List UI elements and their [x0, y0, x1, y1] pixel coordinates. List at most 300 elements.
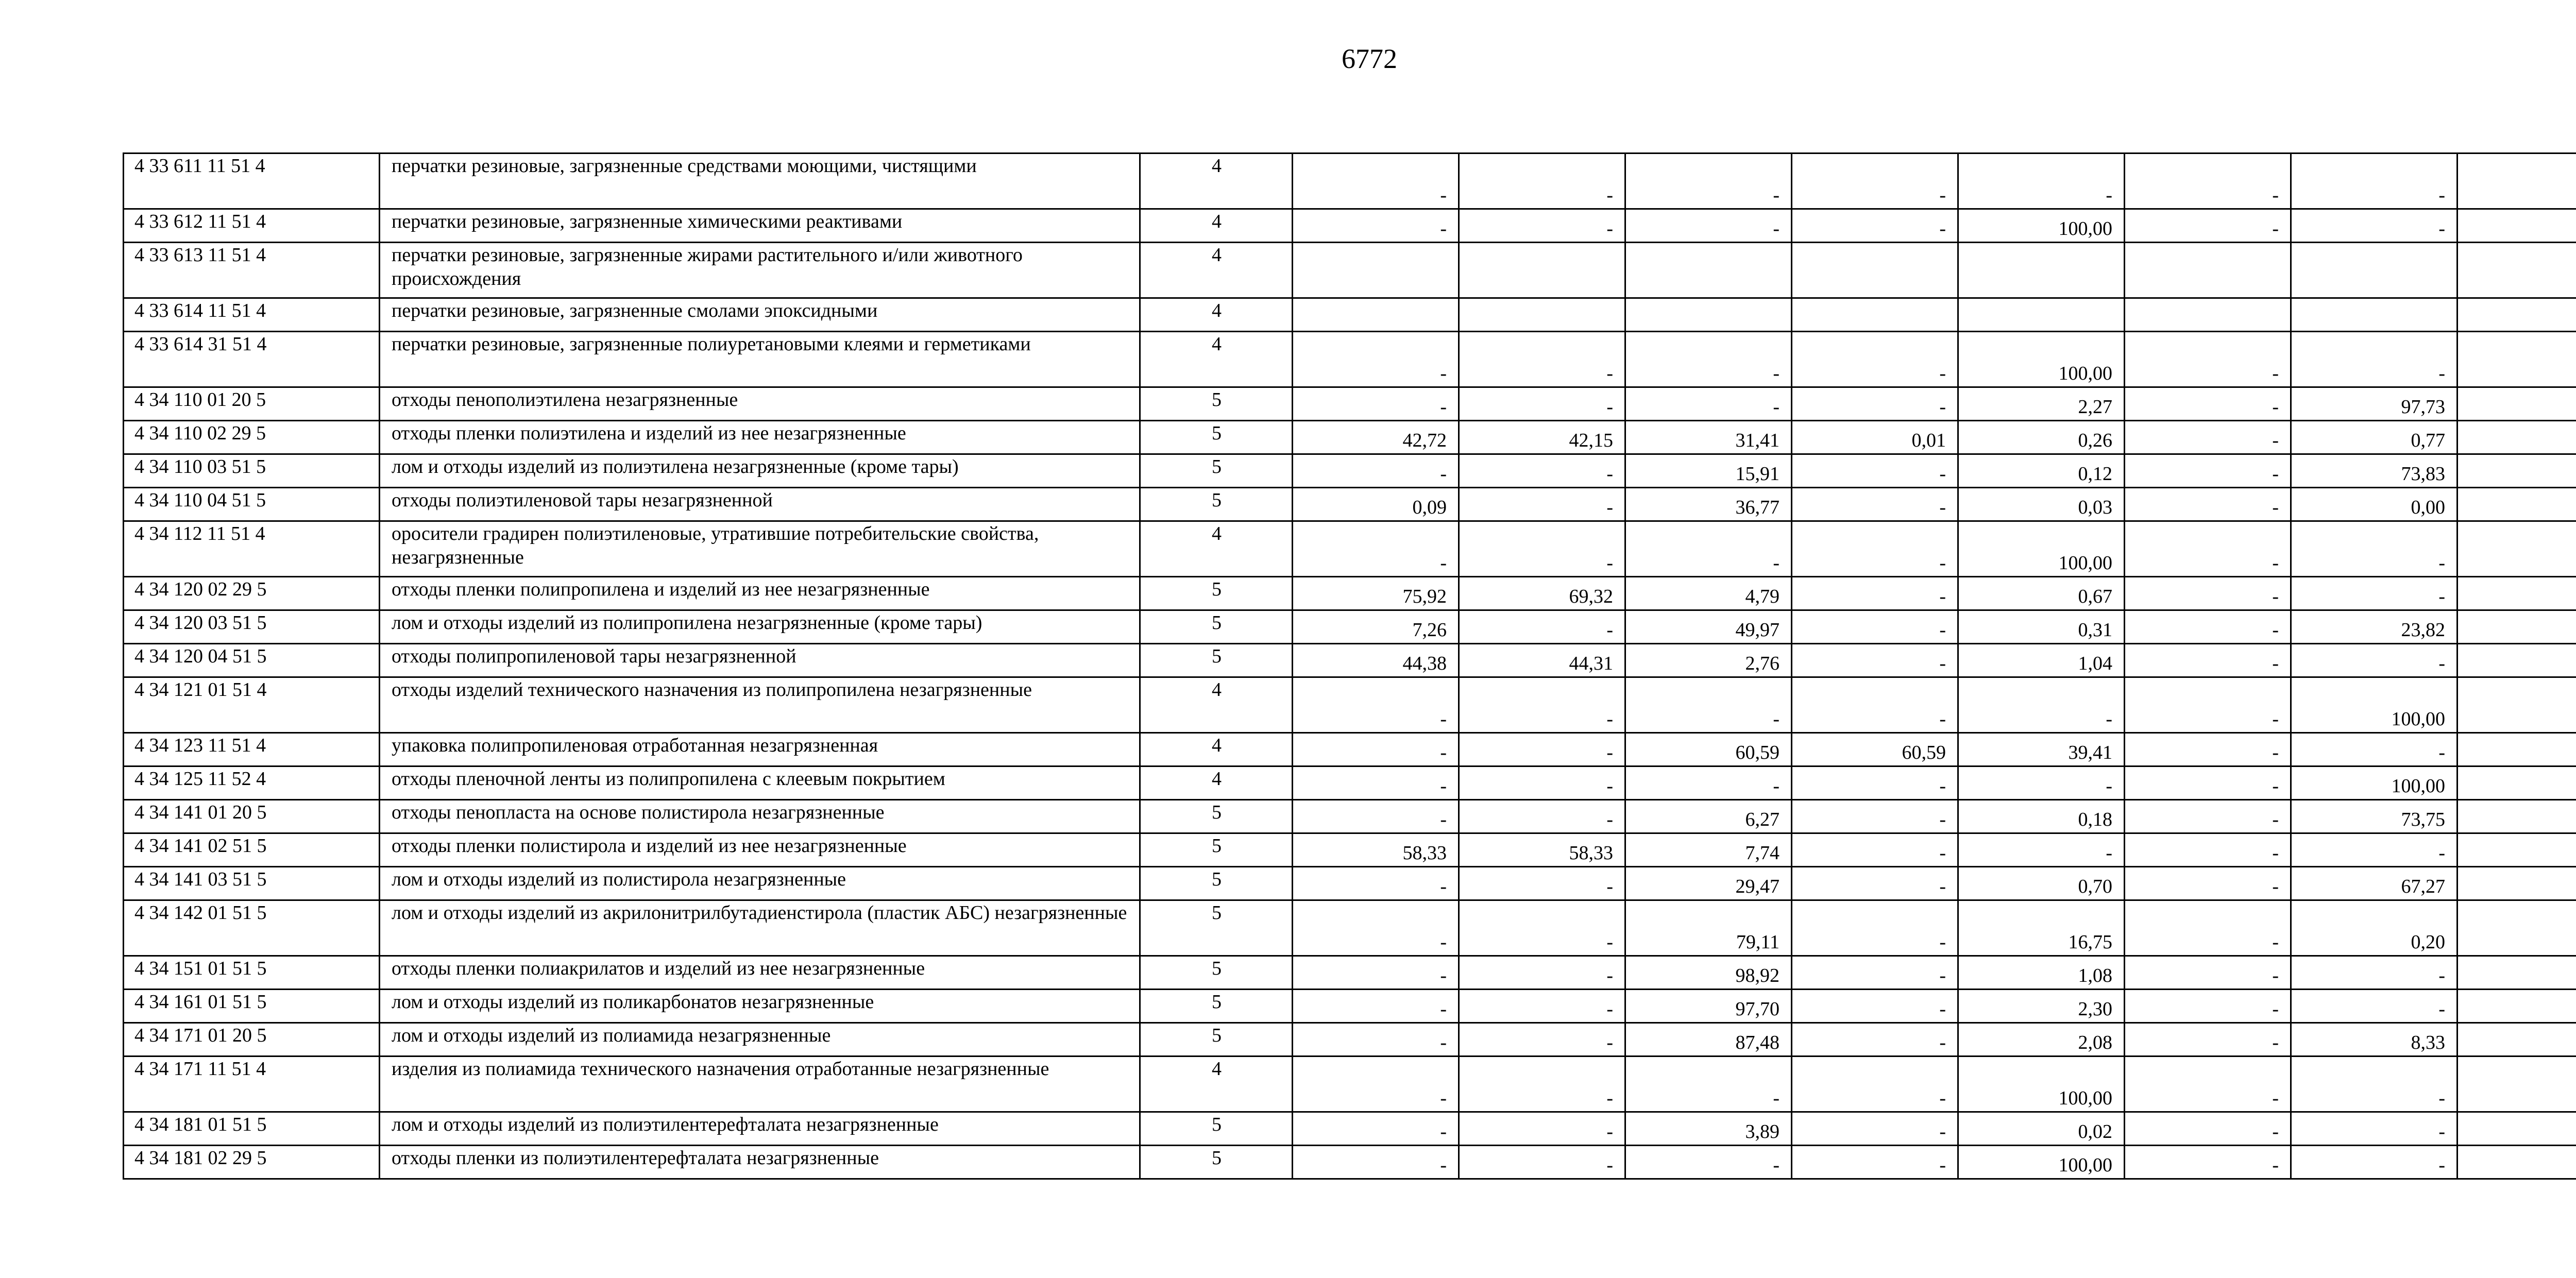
value-cell: 2,27 [1958, 387, 2125, 421]
value-cell: - [2125, 1112, 2291, 1146]
waste-code-cell: 4 34 181 01 51 5 [124, 1112, 380, 1146]
value-cell: - [1293, 867, 1459, 900]
value-cell: - [1293, 900, 1459, 956]
waste-name-cell: перчатки резиновые, загрязненные химическими реактивами [380, 209, 1140, 243]
value-cell: - [2291, 1112, 2458, 1146]
value-cell: - [1792, 1146, 1958, 1179]
value-cell: - [1958, 833, 2125, 867]
value-cell: 58,33 [1459, 833, 1625, 867]
value-cell [2458, 488, 2576, 521]
table-row [124, 1146, 2576, 1179]
value-cell [2458, 387, 2576, 421]
value-cell: 44,31 [1459, 644, 1625, 677]
waste-code-cell: 4 34 120 04 51 5 [124, 644, 380, 677]
value-cell: - [1459, 766, 1625, 800]
waste-name-cell: отходы пленки полиакрилатов и изделий из нее незагрязненные [380, 956, 1140, 990]
value-cell: - [2125, 867, 2291, 900]
value-cell: 0,31 [1958, 610, 2125, 644]
value-cell: - [1792, 833, 1958, 867]
value-cell: - [1459, 488, 1625, 521]
table-row [124, 209, 2576, 243]
waste-code-cell: 4 34 141 01 20 5 [124, 800, 380, 833]
waste-code-cell: 4 34 121 01 51 4 [124, 677, 380, 733]
table-row [124, 298, 2576, 332]
waste-code-cell: 4 34 110 01 20 5 [124, 387, 380, 421]
waste-name-cell: оросители градирен полиэтиленовые, утратившие потребительские свойства, незагрязненные [380, 521, 1140, 577]
hazard-class-cell: 5 [1140, 833, 1293, 867]
waste-code-cell: 4 34 123 11 51 4 [124, 733, 380, 766]
value-cell: 0,26 [1958, 421, 2125, 454]
waste-code-cell: 4 34 171 01 20 5 [124, 1023, 380, 1057]
value-cell: - [2125, 154, 2291, 209]
value-cell: - [1293, 1146, 1459, 1179]
value-cell [2458, 243, 2576, 298]
value-cell: - [1958, 154, 2125, 209]
value-cell: 0,20 [2291, 900, 2458, 956]
waste-name-cell: лом и отходы изделий из акрилонитрилбутадиенстирола (пластик АБС) незагрязненные [380, 900, 1140, 956]
value-cell: 60,59 [1625, 733, 1792, 766]
value-cell [1625, 298, 1792, 332]
table-row [124, 243, 2576, 298]
hazard-class-cell: 4 [1140, 766, 1293, 800]
value-cell: - [1459, 332, 1625, 387]
value-cell: - [1792, 766, 1958, 800]
value-cell: - [1625, 154, 1792, 209]
value-cell: 2,76 [1625, 644, 1792, 677]
value-cell: - [1459, 867, 1625, 900]
value-cell [2458, 154, 2576, 209]
value-cell: 79,11 [1625, 900, 1792, 956]
value-cell [1792, 298, 1958, 332]
value-cell: - [1293, 733, 1459, 766]
waste-name-cell: изделия из полиамида технического назначения отработанные незагрязненные [380, 1057, 1140, 1112]
waste-code-cell: 4 34 161 01 51 5 [124, 990, 380, 1023]
value-cell: - [1625, 521, 1792, 577]
value-cell: - [1625, 677, 1792, 733]
value-cell [2458, 610, 2576, 644]
value-cell: 0,02 [1958, 1112, 2125, 1146]
value-cell: - [1958, 677, 2125, 733]
table-row [124, 833, 2576, 867]
value-cell: - [1625, 332, 1792, 387]
value-cell: 31,41 [1625, 421, 1792, 454]
value-cell: - [1625, 1057, 1792, 1112]
value-cell [2458, 733, 2576, 766]
waste-code-cell: 4 34 120 02 29 5 [124, 577, 380, 610]
table-row [124, 990, 2576, 1023]
value-cell [2458, 766, 2576, 800]
value-cell: 97,70 [1625, 990, 1792, 1023]
waste-code-cell: 4 34 171 11 51 4 [124, 1057, 380, 1112]
value-cell: - [1958, 766, 2125, 800]
hazard-class-cell: 5 [1140, 867, 1293, 900]
value-cell [2458, 800, 2576, 833]
waste-code-cell: 4 34 142 01 51 5 [124, 900, 380, 956]
value-cell: - [2125, 800, 2291, 833]
value-cell: - [1459, 990, 1625, 1023]
value-cell [2458, 833, 2576, 867]
value-cell: - [1792, 209, 1958, 243]
value-cell: 0,67 [1958, 577, 2125, 610]
value-cell: - [1792, 387, 1958, 421]
value-cell: - [1293, 800, 1459, 833]
value-cell: - [2125, 1146, 2291, 1179]
value-cell: - [2291, 521, 2458, 577]
table-row [124, 800, 2576, 833]
value-cell: - [1792, 1057, 1958, 1112]
value-cell: - [1293, 990, 1459, 1023]
value-cell: - [1293, 1112, 1459, 1146]
value-cell: - [1459, 209, 1625, 243]
value-cell: 0,77 [2291, 421, 2458, 454]
value-cell [2458, 677, 2576, 733]
value-cell: 0,09 [1293, 488, 1459, 521]
waste-code-cell: 4 34 151 01 51 5 [124, 956, 380, 990]
hazard-class-cell: 5 [1140, 1023, 1293, 1057]
waste-code-cell: 4 33 614 11 51 4 [124, 298, 380, 332]
value-cell: - [1792, 644, 1958, 677]
waste-code-cell: 4 34 181 02 29 5 [124, 1146, 380, 1179]
value-cell [2458, 644, 2576, 677]
value-cell [2458, 1023, 2576, 1057]
hazard-class-cell: 4 [1140, 298, 1293, 332]
hazard-class-cell: 5 [1140, 956, 1293, 990]
value-cell: - [2125, 1057, 2291, 1112]
value-cell [2458, 521, 2576, 577]
waste-name-cell: лом и отходы изделий из полистирола незагрязненные [380, 867, 1140, 900]
value-cell: - [1459, 1112, 1625, 1146]
value-cell: - [1459, 900, 1625, 956]
waste-name-cell: отходы изделий технического назначения из полипропилена незагрязненные [380, 677, 1140, 733]
hazard-class-cell: 5 [1140, 1146, 1293, 1179]
table-row [124, 900, 2576, 956]
table-row [124, 644, 2576, 677]
value-cell [2125, 298, 2291, 332]
value-cell [2458, 867, 2576, 900]
waste-name-cell: лом и отходы изделий из полиэтилена незагрязненные (кроме тары) [380, 454, 1140, 488]
value-cell: 0,18 [1958, 800, 2125, 833]
hazard-class-cell: 4 [1140, 677, 1293, 733]
waste-code-cell: 4 34 141 02 51 5 [124, 833, 380, 867]
value-cell: 2,08 [1958, 1023, 2125, 1057]
value-cell [2458, 332, 2576, 387]
hazard-class-cell: 4 [1140, 521, 1293, 577]
hazard-class-cell: 5 [1140, 454, 1293, 488]
value-cell: - [1459, 387, 1625, 421]
value-cell: 39,41 [1958, 733, 2125, 766]
value-cell: 75,92 [1293, 577, 1459, 610]
value-cell: 69,32 [1459, 577, 1625, 610]
value-cell: 29,47 [1625, 867, 1792, 900]
value-cell: - [1792, 610, 1958, 644]
value-cell: - [2125, 488, 2291, 521]
value-cell: - [1459, 610, 1625, 644]
waste-name-cell: отходы пенополиэтилена незагрязненные [380, 387, 1140, 421]
value-cell: - [1792, 800, 1958, 833]
value-cell [2458, 1146, 2576, 1179]
value-cell: - [1792, 332, 1958, 387]
value-cell: 0,03 [1958, 488, 2125, 521]
table-row [124, 488, 2576, 521]
value-cell: - [1792, 867, 1958, 900]
table-row [124, 956, 2576, 990]
value-cell [1293, 298, 1459, 332]
value-cell: 100,00 [1958, 1146, 2125, 1179]
value-cell: - [1792, 900, 1958, 956]
value-cell: - [2125, 677, 2291, 733]
value-cell: - [2125, 956, 2291, 990]
value-cell: - [1792, 990, 1958, 1023]
waste-name-cell: упаковка полипропиленовая отработанная незагрязненная [380, 733, 1140, 766]
value-cell: - [1293, 1023, 1459, 1057]
value-cell: - [1293, 766, 1459, 800]
hazard-class-cell: 5 [1140, 610, 1293, 644]
value-cell: - [2125, 990, 2291, 1023]
value-cell: - [2291, 956, 2458, 990]
waste-code-cell: 4 33 611 11 51 4 [124, 154, 380, 209]
waste-code-cell: 4 33 612 11 51 4 [124, 209, 380, 243]
value-cell: 87,48 [1625, 1023, 1792, 1057]
value-cell: - [1293, 677, 1459, 733]
value-cell: - [2125, 209, 2291, 243]
value-cell: 58,33 [1293, 833, 1459, 867]
waste-name-cell: отходы полиэтиленовой тары незагрязненной [380, 488, 1140, 521]
value-cell: 44,38 [1293, 644, 1459, 677]
value-cell: - [2125, 332, 2291, 387]
waste-name-cell: отходы пенопласта на основе полистирола незагрязненные [380, 800, 1140, 833]
value-cell: - [1459, 154, 1625, 209]
value-cell: 6,27 [1625, 800, 1792, 833]
value-cell: 0,70 [1958, 867, 2125, 900]
waste-code-cell: 4 34 120 03 51 5 [124, 610, 380, 644]
table-row [124, 387, 2576, 421]
value-cell: - [2291, 154, 2458, 209]
table-row [124, 1057, 2576, 1112]
waste-code-cell: 4 34 141 03 51 5 [124, 867, 380, 900]
value-cell: - [1459, 1057, 1625, 1112]
value-cell [2458, 298, 2576, 332]
waste-name-cell: перчатки резиновые, загрязненные смолами эпоксидными [380, 298, 1140, 332]
value-cell: 2,30 [1958, 990, 2125, 1023]
value-cell [2458, 1057, 2576, 1112]
value-cell: - [1792, 677, 1958, 733]
waste-name-cell: перчатки резиновые, загрязненные жирами растительного и/или животного происхождения [380, 243, 1140, 298]
waste-code-cell: 4 34 110 02 29 5 [124, 421, 380, 454]
value-cell: - [1293, 956, 1459, 990]
value-cell: - [1792, 1023, 1958, 1057]
value-cell: 49,97 [1625, 610, 1792, 644]
hazard-class-cell: 4 [1140, 1057, 1293, 1112]
value-cell: - [1792, 1112, 1958, 1146]
hazard-class-cell: 4 [1140, 332, 1293, 387]
value-cell: 1,08 [1958, 956, 2125, 990]
table-row [124, 610, 2576, 644]
table-row [124, 577, 2576, 610]
hazard-class-cell: 5 [1140, 577, 1293, 610]
value-cell: - [2125, 766, 2291, 800]
value-cell: 1,04 [1958, 644, 2125, 677]
table-row [124, 1023, 2576, 1057]
value-cell: 7,74 [1625, 833, 1792, 867]
value-cell: 97,73 [2291, 387, 2458, 421]
value-cell: 73,75 [2291, 800, 2458, 833]
value-cell: - [2291, 577, 2458, 610]
value-cell: 100,00 [1958, 332, 2125, 387]
value-cell: - [2125, 733, 2291, 766]
value-cell: 100,00 [1958, 1057, 2125, 1112]
value-cell: 100,00 [1958, 209, 2125, 243]
waste-name-cell: перчатки резиновые, загрязненные средствами моющими, чистящими [380, 154, 1140, 209]
value-cell: - [1459, 1146, 1625, 1179]
value-cell: 23,82 [2291, 610, 2458, 644]
value-cell: 42,15 [1459, 421, 1625, 454]
value-cell: - [1625, 387, 1792, 421]
value-cell [2125, 243, 2291, 298]
hazard-class-cell: 5 [1140, 800, 1293, 833]
value-cell: - [1293, 209, 1459, 243]
waste-code-cell: 4 34 112 11 51 4 [124, 521, 380, 577]
value-cell: - [1625, 766, 1792, 800]
value-cell: 0,00 [2291, 488, 2458, 521]
value-cell: - [1293, 387, 1459, 421]
value-cell: - [2125, 1023, 2291, 1057]
value-cell: - [2125, 833, 2291, 867]
hazard-class-cell: 4 [1140, 209, 1293, 243]
value-cell: - [2125, 387, 2291, 421]
value-cell [2458, 990, 2576, 1023]
value-cell: 8,33 [2291, 1023, 2458, 1057]
waste-name-cell: отходы пленки полистирола и изделий из нее незагрязненные [380, 833, 1140, 867]
hazard-class-cell: 4 [1140, 733, 1293, 766]
value-cell: - [1792, 454, 1958, 488]
value-cell: 100,00 [2291, 766, 2458, 800]
value-cell: 7,26 [1293, 610, 1459, 644]
value-cell: 16,75 [1958, 900, 2125, 956]
waste-code-cell: 4 33 614 31 51 4 [124, 332, 380, 387]
value-cell: - [1792, 956, 1958, 990]
value-cell [2458, 454, 2576, 488]
value-cell: - [1459, 521, 1625, 577]
value-cell: - [1459, 800, 1625, 833]
value-cell: - [2125, 454, 2291, 488]
value-cell: - [1792, 521, 1958, 577]
value-cell: - [2291, 990, 2458, 1023]
hazard-class-cell: 5 [1140, 1112, 1293, 1146]
value-cell: 73,83 [2291, 454, 2458, 488]
value-cell: 100,00 [1958, 521, 2125, 577]
table-row [124, 733, 2576, 766]
table-row [124, 154, 2576, 209]
value-cell: - [2125, 521, 2291, 577]
value-cell: - [2291, 209, 2458, 243]
value-cell: - [1625, 1146, 1792, 1179]
table-row [124, 1112, 2576, 1146]
value-cell: - [2291, 733, 2458, 766]
value-cell [2458, 577, 2576, 610]
hazard-class-cell: 4 [1140, 154, 1293, 209]
value-cell [1459, 298, 1625, 332]
value-cell: 0,01 [1792, 421, 1958, 454]
table-row [124, 677, 2576, 733]
value-cell: - [1293, 332, 1459, 387]
table-row [124, 421, 2576, 454]
waste-name-cell: перчатки резиновые, загрязненные полиуретановыми клеями и герметиками [380, 332, 1140, 387]
waste-name-cell: лом и отходы изделий из полиамида незагрязненные [380, 1023, 1140, 1057]
table-body [124, 154, 2576, 1179]
waste-name-cell: отходы пленки полиэтилена и изделий из нее незагрязненные [380, 421, 1140, 454]
value-cell: 60,59 [1792, 733, 1958, 766]
value-cell: - [2125, 577, 2291, 610]
hazard-class-cell: 4 [1140, 243, 1293, 298]
value-cell: - [2291, 833, 2458, 867]
value-cell [2458, 209, 2576, 243]
waste-code-cell: 4 34 125 11 52 4 [124, 766, 380, 800]
value-cell: 42,72 [1293, 421, 1459, 454]
value-cell: - [2125, 644, 2291, 677]
value-cell [1625, 243, 1792, 298]
waste-name-cell: лом и отходы изделий из полиэтилентерефталата незагрязненные [380, 1112, 1140, 1146]
table-row [124, 867, 2576, 900]
hazard-class-cell: 5 [1140, 421, 1293, 454]
hazard-class-cell: 5 [1140, 900, 1293, 956]
value-cell [2458, 956, 2576, 990]
value-cell: 15,91 [1625, 454, 1792, 488]
value-cell [1459, 243, 1625, 298]
value-cell: - [1459, 454, 1625, 488]
value-cell: - [2125, 610, 2291, 644]
value-cell [2291, 243, 2458, 298]
waste-name-cell: отходы пленки полипропилена и изделий из нее незагрязненные [380, 577, 1140, 610]
waste-name-cell: отходы полипропиленовой тары незагрязненной [380, 644, 1140, 677]
waste-code-cell: 4 34 110 03 51 5 [124, 454, 380, 488]
value-cell [1293, 243, 1459, 298]
value-cell: - [1625, 209, 1792, 243]
value-cell: - [2291, 1057, 2458, 1112]
value-cell: - [1792, 154, 1958, 209]
value-cell: - [1459, 956, 1625, 990]
value-cell [2458, 421, 2576, 454]
waste-name-cell: отходы пленки из полиэтилентерефталата незагрязненные [380, 1146, 1140, 1179]
page-number: 6772 [1342, 43, 1397, 74]
hazard-class-cell: 5 [1140, 644, 1293, 677]
value-cell: - [1293, 154, 1459, 209]
value-cell: - [1293, 521, 1459, 577]
value-cell: - [1792, 488, 1958, 521]
value-cell [1958, 298, 2125, 332]
value-cell: - [1293, 1057, 1459, 1112]
hazard-class-cell: 5 [1140, 488, 1293, 521]
value-cell [2458, 900, 2576, 956]
value-cell: 4,79 [1625, 577, 1792, 610]
value-cell: - [2291, 644, 2458, 677]
value-cell: 67,27 [2291, 867, 2458, 900]
value-cell [1958, 243, 2125, 298]
value-cell: - [2291, 1146, 2458, 1179]
waste-name-cell: лом и отходы изделий из полипропилена незагрязненные (кроме тары) [380, 610, 1140, 644]
table-row [124, 454, 2576, 488]
value-cell: 3,89 [1625, 1112, 1792, 1146]
value-cell: - [1293, 454, 1459, 488]
value-cell [2458, 1112, 2576, 1146]
value-cell [1792, 243, 1958, 298]
value-cell [2291, 298, 2458, 332]
hazard-class-cell: 5 [1140, 387, 1293, 421]
value-cell: 98,92 [1625, 956, 1792, 990]
value-cell: - [1459, 677, 1625, 733]
value-cell: - [2291, 332, 2458, 387]
table-row [124, 766, 2576, 800]
value-cell: - [2125, 900, 2291, 956]
